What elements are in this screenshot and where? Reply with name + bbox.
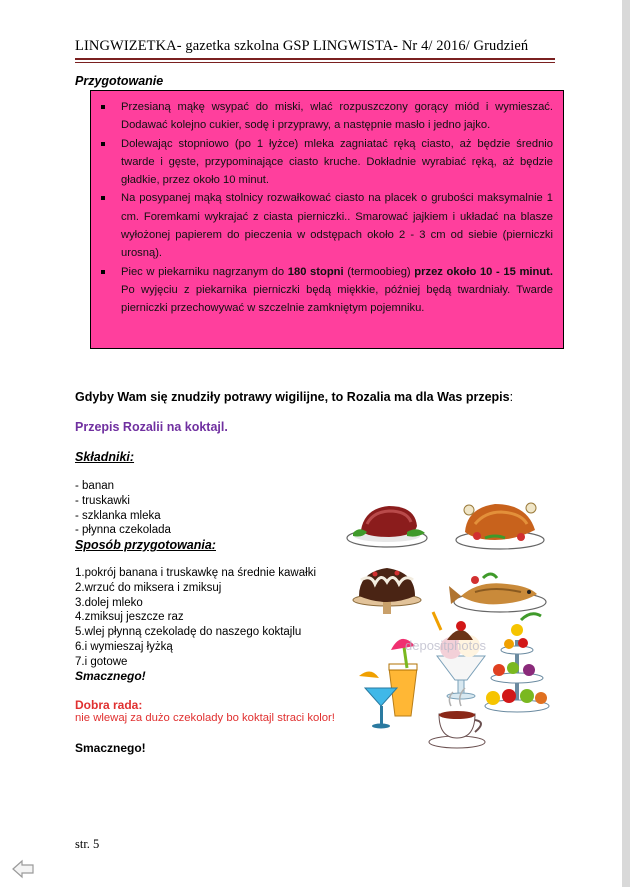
method-closing: Smacznego! (75, 669, 146, 683)
preparation-heading: Przygotowanie (75, 74, 164, 88)
method-steps (75, 566, 316, 670)
step-text: (termoobieg) (343, 265, 415, 278)
fruit-stand-icon (485, 614, 549, 712)
step-bold-time: przez około 10 - 15 minut. (414, 265, 553, 278)
step-bold-temp: 180 stopni (287, 265, 344, 278)
intro-text: Gdyby Wam się znudziły potrawy wigilijne, to Rozalia ma dla Was przepis (75, 390, 510, 404)
intro-colon: : (509, 390, 514, 404)
ingredients-heading: Składniki: (75, 450, 135, 464)
newsletter-title: LINGWIZETKA- gazetka szkolna GSP LINGWISTA- Nr 4/ 2016/ Grudzień (75, 38, 529, 54)
watermark-text: depositphotos (405, 638, 486, 653)
method-step: 6.i wymieszaj łyżką (75, 640, 173, 653)
advice-text: nie wlewaj za dużo czekolady bo koktajl straci kolor! (75, 712, 335, 724)
roast-chicken-plate-icon (456, 503, 544, 549)
bundt-cake-icon (353, 568, 421, 614)
ingredient-item: - płynna czekolada (75, 524, 171, 537)
method-step: 1.pokrój banana i truskawkę na średnie kawałki (75, 567, 316, 579)
intro-line (75, 390, 513, 404)
preparation-steps (91, 91, 563, 318)
step-text: Piec w piekarniku nagrzanym do (121, 265, 288, 278)
ingredient-item: - banan (75, 480, 115, 492)
fish-plate-icon (449, 574, 546, 612)
preparation-step (121, 263, 553, 318)
method-step: 3.dolej mleko (75, 596, 143, 609)
method-step: 7.i gotowe (75, 655, 128, 668)
ingredient-item: - truskawki (75, 494, 130, 507)
ice-cream-sundae-icon (433, 612, 485, 699)
back-arrow-icon[interactable] (12, 859, 34, 879)
page-edge (622, 0, 630, 887)
ingredients-list (75, 479, 171, 538)
step-text: Po wyjęciu z piekarnika pierniczki będą miękkie, później będą twardniały. Twarde pierniczki przechowywać w szczelnie zamkniętym pojemniku. (121, 283, 553, 315)
food-illustrations-icon (345, 480, 550, 755)
header-rule (75, 58, 555, 60)
ingredient-item: - szklanka mleka (75, 509, 161, 522)
page-header (75, 38, 555, 55)
method-step: 5.wlej płynną czekoladę do naszego koktajlu (75, 626, 302, 639)
advice-title: Dobra rada: (75, 698, 143, 712)
preparation-step: Na posypanej mąką stolnicy rozwałkować ciasto na placek o grubości maksymalnie 1 cm. Foremkami wykrajać z ciasta pierniczki.. Smarować jajkiem i układać na blasze wyłożonej papierem do pieczenia w odstępach około 2 - 3 cm od siebie (pierniczki urosną). (121, 189, 553, 262)
roast-meat-plate-icon (347, 506, 427, 547)
page-number: str. 5 (75, 837, 100, 851)
header-rule-thin (75, 62, 555, 63)
method-heading: Sposób przygotowania: (75, 538, 216, 552)
preparation-step: Przesianą mąkę wsypać do miski, wlać rozpuszczony gorący miód i wymieszać. Dodawać kolejno cukier, sodę i przyprawy, a następnie masło i jedno jajko. (121, 98, 553, 135)
recipe-title: Przepis Rozalii na koktajl. (75, 420, 228, 434)
method-step: 2.wrzuć do miksera i zmiksuj (75, 581, 222, 594)
method-step: 4.zmiksuj jeszcze raz (75, 611, 184, 624)
closing-text: Smacznego! (75, 741, 146, 755)
preparation-box (90, 90, 564, 349)
preparation-step: Dolewając stopniowo (po 1 łyżce) mleka zagniatać ręką ciasto, aż będzie średnio twarde i gęste, przypominające ciasto kruche. Dokładnie wyrabiać ręką, aż będzie gładkie, przez około 10 minut. (121, 135, 553, 190)
